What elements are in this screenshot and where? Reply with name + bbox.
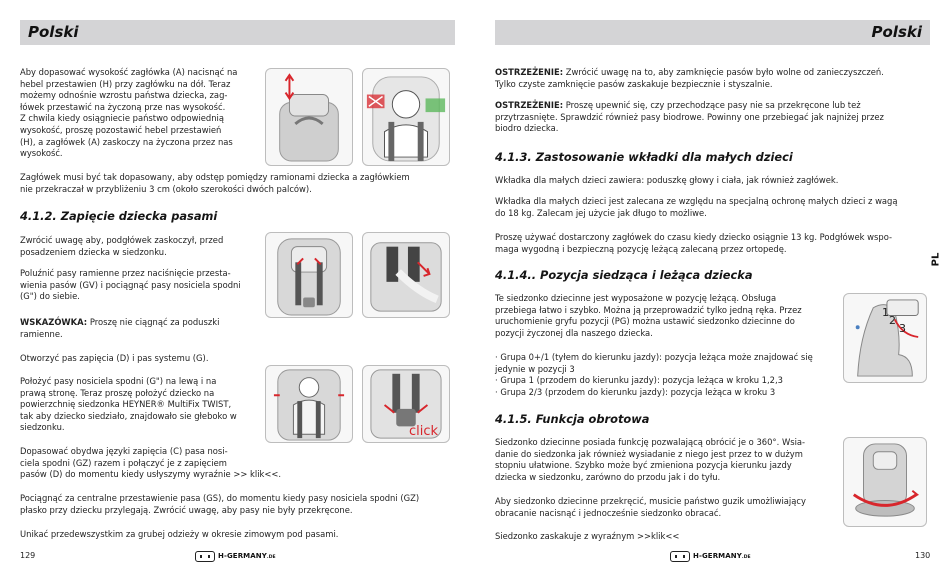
para-open: Otworzyć pas zapięcia (D) i pas systemu (G). (20, 353, 209, 363)
recline-step-3: 3 (899, 322, 906, 335)
group-item: · Grupa 0+/1 (tyłem do kierunku jazdy): pozycja leżąca może znajdować się (495, 352, 813, 362)
right-header-bar (495, 20, 930, 45)
brand-logo-right (670, 550, 751, 562)
para-insert: Wkładka dla małych dzieci zawiera: poduszkę głowy i ciała, jak również zagłówek. (495, 175, 839, 185)
para-13kg: Proszę używać dostarczony zagłówek do czasu kiedy dziecko osiągnie 13 kg. Podgłówek wspo- maga wygodną i bezpieczną pozycję leżącą zalecaną przez ortopedę. (495, 232, 893, 254)
warning-2-label: OSTRZEŻENIE: (495, 100, 564, 110)
brand-logo-left (195, 550, 276, 562)
right-header-title: Polski (871, 23, 922, 41)
hint-label: WSKAZÓWKA: (20, 317, 88, 327)
para-click: Siedzonko zaskakuje z wyraźnym >>klik<< (495, 531, 680, 541)
section-415-title: 4.1.5. Funkcja obrotowa (495, 412, 650, 426)
para-check: Zwrócić uwagę aby, podgłówek zaskoczył, przed posadzeniem dziecka w siedzonku. (20, 235, 224, 257)
group-item: · Grupa 2/3 (przodem do kierunku jazdy): pozycja leżąca w kroku 3 (495, 386, 776, 397)
group-list (495, 352, 840, 398)
brand-name: H-GERMANY (218, 552, 267, 560)
brand-suffix: .DE (266, 555, 276, 560)
recline-position-image (843, 293, 927, 383)
belt-loosen-image (265, 232, 353, 318)
belt-place-image (265, 365, 353, 443)
para-loosen: Poluźnić pasy ramienne przez naciśnięcie przesta- wienia pasów (GV) i pociągnąć pasy nosiciela spodni (G") do siebie. (20, 268, 241, 302)
section-414-title: 4.1.4.. Pozycja siedząca i leżąca dziecka (495, 268, 753, 282)
group-item: · Grupa 1 (przodem do kierunku jazdy): pozycja leżąca w kroku 1,2,3 (495, 375, 783, 386)
para-position: Te siedzonko dziecinne jest wyposażone w pozycję leżącą. Obsługa przebiega łatwo i szybko. Można ją przeprowadzić tylko jedną ręka. Przez uruchomienie gryfu pozycji (PG) można ustawić siedzonko dziecinne do pozycji życzonej dla naszego dziecka. (495, 293, 802, 338)
page-number-right: 130 (915, 551, 931, 560)
hint-text: Proszę nie ciągnąć za poduszki (87, 317, 220, 327)
left-header-title: Polski (28, 23, 79, 41)
para-fit: Zagłówek musi być tak dopasowany, aby odstęp pomiędzy ramionami dziecka a zagłówkiem nie przekraczał w przybliżeniu 3 cm (około szerokości dwóch palców). (20, 172, 410, 194)
recline-step-2: 2 (889, 314, 896, 327)
para-pull: Pociągnąć za centralne przestawienie pasa (GS), do momentu kiedy pasy nosiciela spodni (GZ) płasko przy dziecku przylegają. Zwrócić uwagę, aby pasy nie były przekręcone. (20, 493, 420, 515)
rotation-image (843, 437, 927, 527)
para-headrest: Aby dopasować wysokość zagłówka (A) nacisnąć na hebel przestawien (H) przy zagłówku na dół. Teraz możemy odnośnie wzrostu państwa dziecka, zag- łówek przestawić na życzoną prze nas wysokość. Z chwila kiedy osiągniecie państwo odpowiednią wysokość, proszę pozostawić hebel przestawień (H), a zagłówek (A) zaskoczy na życzona przez nas wysokość. (20, 67, 238, 159)
para-button: Aby siedzonko dziecinne przekręcić, musicie państwo guzik umożliwiający obracanie nacisnąć i jednocześnie siedzonko obracać. (495, 496, 806, 518)
para-winter: Unikać przedewszystkim za grubej odzieży w okresie zimowym pod pasami. (20, 529, 339, 539)
para-tongues: Dopasować obydwa języki zapięcia (C) pasa nosi- ciela spodni (GZ) razem i połączyć je z zapięciem pasów (D) do momentu kiedy usłyszymy wyraźnie >> klik<<. (20, 446, 282, 480)
warning-1: OSTRZEŻENIE: Zwrócić uwagę na to, aby zamknięcie pasów było wolne od zanieczyszczeń. Tylko czyste zamknięcie pasów zaskakuje bezpiecznie i styszalnie. (495, 67, 884, 89)
headrest-fit-image (362, 68, 450, 166)
headrest-adjust-image (265, 68, 353, 166)
warning-2: OSTRZEŻENIE: Proszę upewnić się, czy przechodzące pasy nie sa przekręcone lub też przytrzasnięte. Sprawdzić również pasy biodrowe. Powinny one przebiegać jak najniżej przez biodro dziecka. (495, 100, 884, 134)
para-place: Położyć pasy nosiciela spodni (G") na lewą i na prawą stronę. Teraz proszę położyć dziecko na powierzchnię siedzonka HEYNER® MultiFix TWIST, tak aby dziecko siedziało, znajdowało sie głeboko w siedzonku. (20, 376, 237, 433)
warning-1-label: OSTRZEŻENIE: (495, 67, 564, 77)
group-item: jedynie w pozycji 3 (495, 363, 575, 374)
language-tab-label: PL (930, 252, 942, 267)
belt-pull-image (362, 232, 450, 318)
para-recommend: Wkładka dla małych dzieci jest zalecana ze względu na specjalną ochronę małych dzieci z wagą do 18 kg. Zalecam jej użycie jak długo to możliwe. (495, 196, 898, 218)
brand-name: H-GERMANY (693, 552, 742, 560)
left-header-bar (20, 20, 455, 45)
section-413-title: 4.1.3. Zastosowanie wkładki dla małych dzieci (495, 150, 793, 164)
page-number-left: 129 (20, 551, 36, 560)
para-rotate: Siedzonko dziecinne posiada funkcję pozwalającą obrócić je o 360°. Wsia- danie do siedzonka jak również wysiadanie z niego jest przez to w dużym stopniu ułatwione. Szybko może być zmieniona pozycja kierunku jazdy dziecka w siedzonku, zarówno do przodu jak i do tyłu. (495, 437, 806, 482)
hint: WSKAZÓWKA: Proszę nie ciągnąć za poduszki ramienne. (20, 317, 220, 339)
section-412-title: 4.1.2. Zapięcie dziecka pasami (20, 209, 218, 223)
recline-step-1: 1 (882, 306, 889, 319)
language-side-tab (927, 246, 945, 276)
right-page (475, 0, 950, 578)
brand-logo-icon (195, 551, 215, 562)
brand-logo-icon (670, 551, 690, 562)
belt-buckle-image (362, 365, 450, 443)
brand-suffix: .DE (741, 555, 751, 560)
click-label: click (409, 424, 439, 439)
